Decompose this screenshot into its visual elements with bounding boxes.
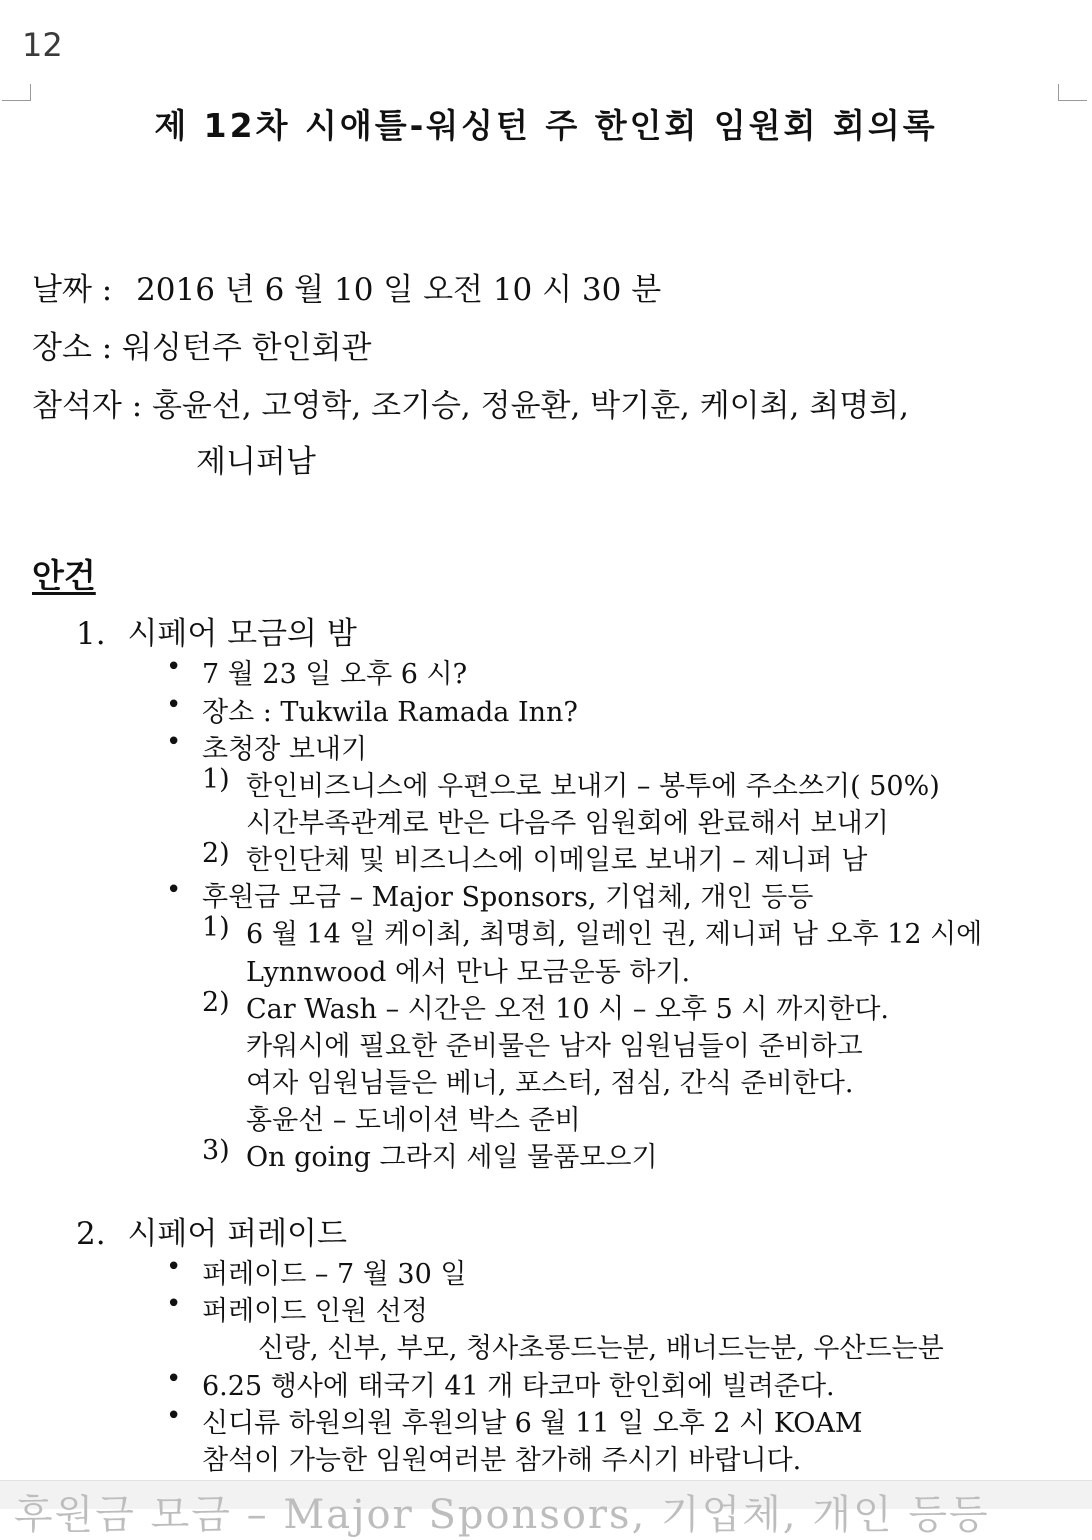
list-item: 퍼레이드 인원 선정 [202, 1296, 428, 1327]
agenda-item-2-title: 시페어 퍼레이드 [127, 1216, 347, 1252]
step-text: 한인비즈니스에 우편으로 보내기 – 봉투에 주소쓰기( 50%) [246, 771, 940, 802]
document-title: 제 12차 시애틀-워싱턴 주 한인회 임원회 회의록 [154, 106, 938, 145]
step-text: 여자 임원님들은 베너, 포스터, 점심, 간식 준비한다. [246, 1068, 854, 1099]
step-text: Car Wash – 시간은 오전 10 시 – 오후 5 시 까지한다. [246, 994, 889, 1025]
step-number: 1) [202, 764, 230, 795]
attendees-line2: 제니퍼남 [196, 444, 316, 480]
page-number: 12 [22, 26, 63, 64]
list-item: 초청장 보내기 [202, 734, 368, 765]
list-item: 후원금 모금 – Major Sponsors, 기업체, 개인 등등 [202, 882, 814, 913]
ghost-text: 후원금 모금 – Major Sponsors, 기업체, 개인 등등 [14, 1492, 990, 1538]
step-text: 6 월 14 일 케이최, 최명희, 일레인 권, 제니퍼 남 오후 12 시에 [246, 919, 983, 950]
list-item: 7 월 23 일 오후 6 시? [202, 659, 468, 690]
bullet-icon: • [166, 1289, 182, 1319]
step-number: 2) [202, 987, 230, 1018]
list-item-continuation: 참석이 가능한 임원여러분 참가해 주시기 바랍니다. [202, 1445, 802, 1476]
step-number: 1) [202, 912, 230, 943]
scroll-ghost-overlay [0, 1480, 1092, 1538]
agenda-item-1 [76, 608, 357, 653]
step-text: Lynnwood 에서 만나 모금운동 하기. [246, 957, 691, 988]
agenda-item-2 [76, 1208, 347, 1253]
meeting-date [32, 264, 661, 309]
agenda-item-1-number: 1. [76, 616, 106, 652]
step-text: 카워시에 필요한 준비물은 남자 임원님들이 준비하고 [246, 1031, 863, 1062]
step-number: 3) [202, 1135, 230, 1166]
step-text: 홍윤선 – 도네이션 박스 준비 [246, 1105, 581, 1136]
bullet-icon: • [166, 727, 182, 757]
selection-detail: 신랑, 신부, 부모, 청사초롱드는분, 배너드는분, 우산드는분 [258, 1333, 944, 1364]
bullet-icon: • [166, 690, 182, 720]
step-number: 2) [202, 838, 230, 869]
list-item: 6.25 행사에 태국기 41 개 타코마 한인회에 빌려준다. [202, 1371, 835, 1402]
bullet-icon: • [166, 1401, 182, 1431]
agenda-item-1-title: 시페어 모금의 밤 [127, 616, 357, 652]
agenda-item-2-number: 2. [76, 1216, 106, 1252]
list-item: 신디류 하원의원 후원의날 6 월 11 일 오후 2 시 KOAM [202, 1408, 863, 1439]
list-item: 퍼레이드 – 7 월 30 일 [202, 1259, 467, 1290]
step-text: On going 그라지 세일 물품모으기 [246, 1142, 658, 1173]
step-text: 시간부족관계로 반은 다음주 임원회에 완료해서 보내기 [246, 808, 889, 839]
date-value: 2016 년 6 월 10 일 오전 10 시 30 분 [136, 272, 662, 308]
attendees-line1: 참석자 : 홍윤선, 고영학, 조기승, 정윤환, 박기훈, 케이최, 최명희, [32, 388, 909, 424]
bullet-icon: • [166, 875, 182, 905]
date-label: 날짜 : [32, 272, 113, 308]
list-item: 장소 : Tukwila Ramada Inn? [202, 697, 578, 728]
crop-mark-left [2, 84, 31, 101]
bullet-icon: • [166, 1364, 182, 1394]
bullet-icon: • [166, 652, 182, 682]
meeting-place: 장소 : 워싱턴주 한인회관 [32, 330, 372, 366]
bullet-icon: • [166, 1252, 182, 1282]
step-text: 한인단체 및 비즈니스에 이메일로 보내기 – 제니퍼 남 [246, 845, 868, 876]
agenda-heading: 안건 [32, 556, 96, 595]
crop-mark-right [1058, 84, 1087, 101]
